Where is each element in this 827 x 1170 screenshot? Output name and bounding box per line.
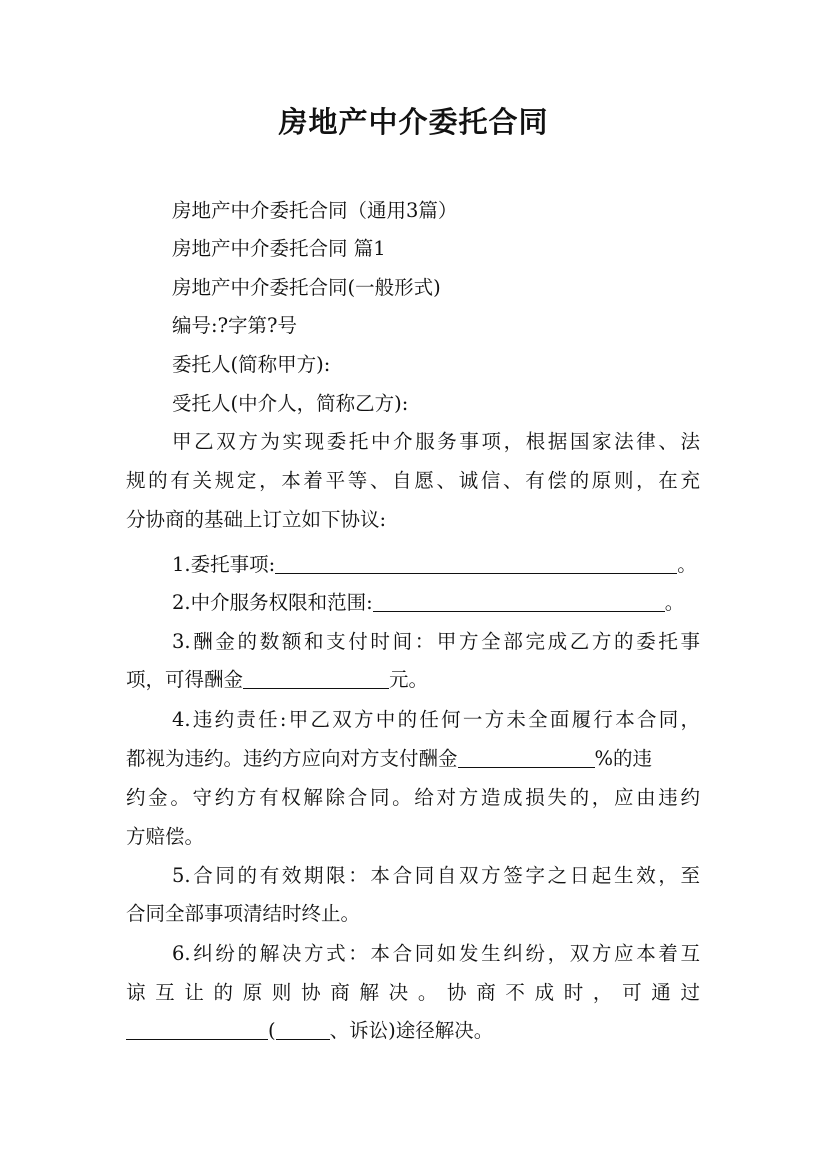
clause-3-line-1: 3.酬金的数额和支付时间：甲方全部完成乙方的委托事 <box>172 630 700 653</box>
preamble-line-3: 分协商的基础上订立如下协议: <box>126 508 387 531</box>
clause-4-rate: %的违 <box>594 747 653 770</box>
clause-4-line-1: 4.违约责任:甲乙双方中的任何一方未全面履行本合同， <box>172 708 700 731</box>
subtitle-line: 房地产中介委托合同（通用3篇） <box>172 199 458 222</box>
clause-2-blank <box>373 592 665 612</box>
agent-line: 受托人(中介人，简称乙方): <box>172 392 409 415</box>
clause-2-end: 。 <box>664 591 685 614</box>
principal-line: 委托人(简称甲方): <box>172 353 331 376</box>
clause-1-blank <box>275 554 677 574</box>
preamble-line-1: 甲乙双方为实现委托中介服务事项，根据国家法律、法 <box>172 430 700 453</box>
clause-5-line-2: 合同全部事项清结时终止。 <box>126 902 361 925</box>
document-title: 房地产中介委托合同 <box>278 105 549 139</box>
clause-1-end: 。 <box>677 553 697 576</box>
clause-1-label: 1.委托事项: <box>172 553 276 576</box>
penalty-rate-blank <box>458 748 595 768</box>
arbitration-blank <box>276 1020 330 1040</box>
clause-6-end: 、诉讼)途径解决。 <box>329 1019 494 1042</box>
clause-4-line-4: 方赔偿。 <box>126 825 205 848</box>
clause-2-label: 2.中介服务权限和范围: <box>172 591 373 614</box>
clause-4-line-2 <box>126 744 652 774</box>
clause-3-text: 项，可得酬金 <box>126 668 244 691</box>
clause-3-unit: 元。 <box>389 668 429 691</box>
clause-4-line-3: 约金。守约方有权解除合同。给对方造成损失的，应由违约 <box>126 786 700 809</box>
clause-6-paren: ( <box>268 1019 276 1042</box>
fee-amount-blank <box>243 669 389 689</box>
clause-6-line-2: 谅互让的原则协商解决。协商不成时，可通过 <box>126 981 700 1004</box>
form-type-line: 房地产中介委托合同(一般形式) <box>172 276 441 299</box>
clause-4-text: 都视为违约。违约方应向对方支付酬金 <box>126 747 458 770</box>
dispute-method-blank <box>126 1020 268 1040</box>
clause-6-line-3 <box>126 1016 493 1046</box>
contract-number-line: 编号:?字第?号 <box>172 314 297 337</box>
clause-5-line-1: 5.合同的有效期限：本合同自双方签字之日起生效，至 <box>172 864 700 887</box>
section-heading: 房地产中介委托合同 篇1 <box>172 237 386 260</box>
clause-3-line-2 <box>126 665 428 695</box>
clause-2 <box>172 588 684 618</box>
clause-6-line-1: 6.纠纷的解决方式：本合同如发生纠纷，双方应本着互 <box>172 942 700 965</box>
preamble-line-2: 规的有关规定，本着平等、自愿、诚信、有偿的原则，在充 <box>126 469 700 492</box>
clause-1 <box>172 550 697 580</box>
